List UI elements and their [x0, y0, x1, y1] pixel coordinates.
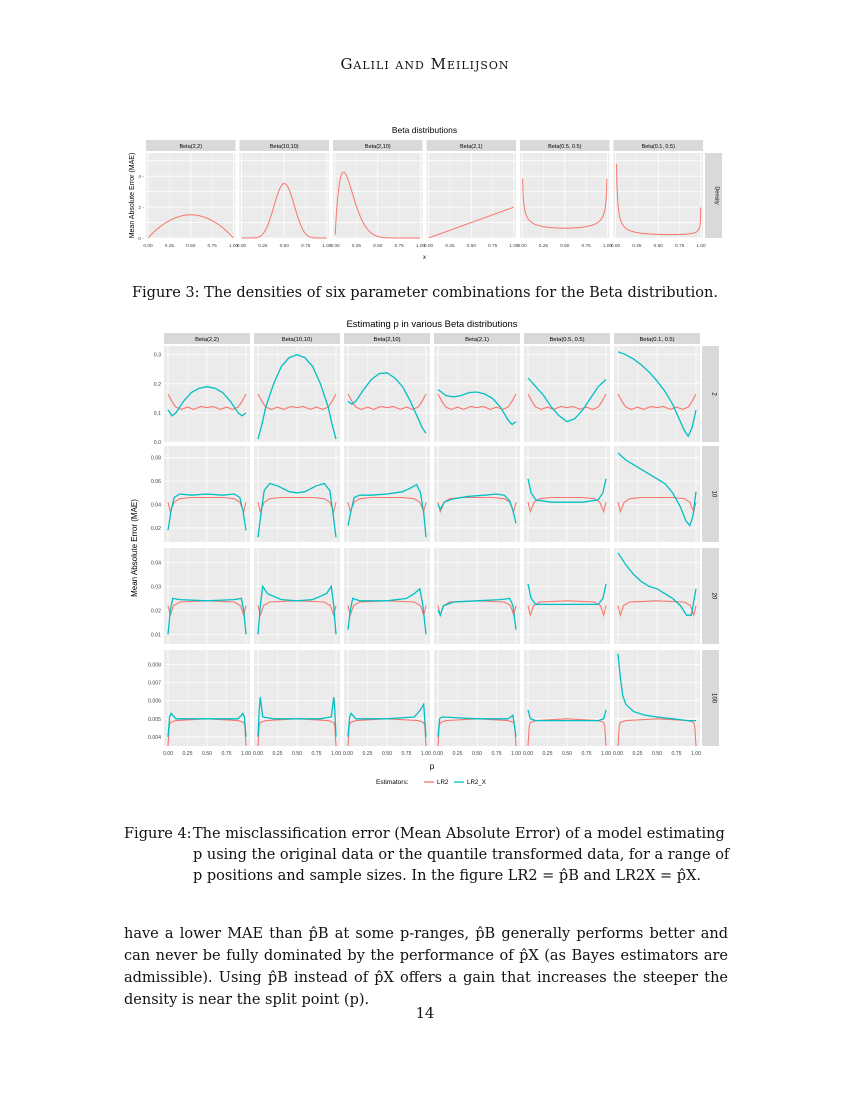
x-tick-label: 0.25: [452, 751, 463, 757]
x-tick-label: 0.00: [330, 244, 340, 249]
row-strip-label: 100: [710, 692, 717, 704]
x-tick-label: 1.00: [240, 751, 252, 757]
y-tick-label: 0.0: [153, 440, 161, 446]
figure-4-xlabel: p: [429, 762, 435, 771]
x-tick-label: 1.00: [415, 244, 426, 249]
y-tick-label: 0.04: [150, 502, 161, 509]
x-tick-label: 0.25: [164, 244, 175, 249]
y-tick-label: 0.02: [150, 525, 161, 532]
x-tick-label: 0.75: [581, 751, 592, 757]
facet-label: Beta(2,1): [459, 144, 483, 150]
x-tick-label: 0.50: [186, 244, 196, 249]
y-tick-label: 0.006: [148, 698, 161, 705]
x-tick-label: 1.00: [602, 244, 613, 249]
figure-4-ylabel: Mean Absolute Error (MAE): [130, 499, 139, 597]
body-paragraph: have a lower MAE than p̂B at some p-ranges, p̂B generally performs better and can never be fully dominated by the performance of p̂X (as Bayes estimators are admissible). Using p̂B instead of p̂X offers a gain that increases the steeper the density is near the split point (p).: [124, 926, 728, 1008]
legend-title: Estimators:: [376, 779, 409, 786]
y-tick-label: 0.3: [153, 352, 161, 359]
x-tick-label: 0.75: [674, 244, 685, 249]
y-tick-label: 0.005: [148, 716, 161, 723]
x-tick-label: 0.75: [487, 244, 498, 249]
y-tick-label: 0 -: [138, 237, 144, 242]
figure-3-caption: Figure 3: The densities of six parameter combinations for the Beta distribution.: [131, 285, 718, 301]
x-tick-label: 0.50: [561, 751, 573, 757]
x-tick-label: 0.50: [466, 244, 476, 249]
x-tick-label: 1.00: [600, 751, 612, 757]
page-number: 14: [415, 1006, 435, 1022]
row-strip-label: 2: [710, 392, 717, 396]
row-strip-label: 10: [710, 490, 717, 498]
y-tick-label: 0.007: [148, 680, 161, 687]
x-tick-label: 0.50: [373, 244, 383, 249]
y-tick-label: 0.04: [150, 560, 161, 567]
x-tick-label: 0.75: [581, 244, 591, 249]
x-tick-label: 0.00: [236, 244, 247, 249]
x-tick-label: 1.00: [509, 244, 519, 249]
x-tick-label: 0.50: [653, 244, 663, 249]
x-tick-label: 0.75: [300, 244, 311, 249]
figure-4-caption: [124, 824, 732, 887]
figure-3-ylabel: Mean Absolute Error (MAE): [129, 152, 136, 239]
x-tick-label: 0.00: [143, 244, 153, 249]
x-tick-label: 0.50: [381, 751, 393, 757]
x-tick-label: 0.00: [432, 751, 444, 757]
y-tick-label: 0.2: [153, 381, 161, 388]
facet-label: Beta(2,2): [195, 337, 219, 343]
figure-3-chart: [0, 118, 850, 263]
x-tick-label: 0.00: [612, 751, 624, 757]
y-tick-label: 0.01: [150, 632, 161, 639]
facet-label: Beta(10,10): [281, 337, 313, 343]
x-tick-label: 0.25: [542, 751, 553, 757]
row-strip-label: Density: [713, 186, 720, 205]
x-tick-label: 0.25: [632, 244, 642, 249]
x-tick-label: 1.00: [322, 244, 332, 249]
x-tick-label: 1.00: [690, 751, 702, 757]
figure-3-xlabel: x: [423, 255, 426, 261]
x-tick-label: 0.50: [201, 751, 213, 757]
x-tick-label: 0.75: [207, 244, 217, 249]
facet-label: Beta(2,1): [465, 337, 489, 343]
facet-label: Beta(0.5, 0.5): [548, 144, 582, 150]
facet-label: Beta(10,10): [269, 144, 299, 150]
x-tick-label: 0.75: [401, 751, 412, 757]
x-tick-label: 0.00: [522, 751, 534, 757]
figure-4-caption-text: The misclassification error (Mean Absolute Error) of a model estimating p using the original data or the quantile transformed data, for a range of p positions and sample sizes. In the figure LR2 = p̂B and LR2X = p̂X.: [193, 826, 730, 884]
facet-label: Beta(0.5, 0.5): [549, 337, 585, 343]
y-tick-label: 0.008: [148, 662, 161, 669]
figure-4-title: Estimating p in various Beta distributions: [346, 319, 518, 330]
x-tick-label: 0.50: [651, 751, 663, 757]
x-tick-label: 0.50: [560, 244, 570, 249]
legend-label-lr2: LR2: [437, 779, 449, 786]
x-tick-label: 1.00: [510, 751, 522, 757]
x-tick-label: 0.00: [252, 751, 264, 757]
x-tick-label: 0.75: [491, 751, 502, 757]
y-tick-label: 2 -: [138, 206, 144, 212]
x-tick-label: 0.25: [351, 244, 362, 249]
x-tick-label: 0.50: [279, 244, 289, 249]
y-tick-label: 0.02: [150, 608, 161, 615]
x-tick-label: 0.25: [445, 244, 455, 249]
x-tick-label: 0.00: [610, 244, 621, 249]
y-tick-label: 0.06: [150, 479, 161, 486]
x-tick-label: 0.00: [517, 244, 527, 249]
x-tick-label: 0.75: [221, 751, 232, 757]
x-tick-label: 0.25: [362, 751, 373, 757]
x-tick-label: 0.50: [471, 751, 483, 757]
y-tick-label: 0.03: [150, 584, 161, 591]
x-tick-label: 0.50: [291, 751, 303, 757]
figure-4-chart: [0, 312, 850, 790]
x-tick-label: 0.25: [632, 751, 643, 757]
y-tick-label: 0.08: [150, 455, 161, 462]
facet-label: Beta(2,10): [373, 337, 401, 343]
y-tick-label: 0.1: [153, 410, 161, 417]
y-tick-label: 4 -: [138, 175, 144, 181]
x-tick-label: 1.00: [330, 751, 342, 757]
x-tick-label: 0.25: [538, 244, 549, 249]
running-head: Galili and Meilijson: [340, 55, 510, 73]
x-tick-label: 0.25: [272, 751, 283, 757]
row-strip-label: 20: [710, 592, 717, 600]
legend-label-lr2-x: LR2_X: [467, 779, 486, 786]
x-tick-label: 0.75: [394, 244, 404, 249]
x-tick-label: 0.75: [671, 751, 682, 757]
x-tick-label: 0.25: [182, 751, 193, 757]
figure-3-title: Beta distributions: [391, 125, 458, 135]
x-tick-label: 1.00: [420, 751, 432, 757]
x-tick-label: 0.00: [162, 751, 174, 757]
x-tick-label: 0.75: [311, 751, 322, 757]
facet-label: Beta(0.1, 0.5): [639, 337, 675, 343]
facet-label: Beta(2,10): [364, 144, 391, 150]
facet-label: Beta(2,2): [179, 144, 203, 150]
y-tick-label: 0.004: [148, 734, 161, 741]
facet-label: Beta(0.1, 0.5): [641, 144, 675, 150]
x-tick-label: 1.00: [696, 244, 706, 249]
x-tick-label: 0.00: [423, 244, 434, 249]
x-tick-label: 0.00: [342, 751, 354, 757]
figure-4-caption-label: Figure 4:: [124, 826, 192, 842]
x-tick-label: 0.25: [258, 244, 268, 249]
x-tick-label: 1.00: [228, 244, 239, 249]
